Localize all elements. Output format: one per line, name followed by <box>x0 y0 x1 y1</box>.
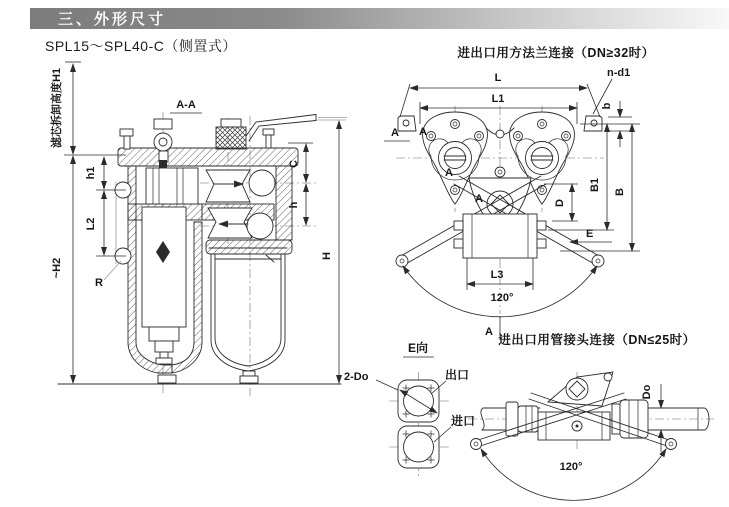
channel-upper <box>206 170 250 202</box>
port-circle <box>249 170 275 196</box>
angle-label: 120° <box>559 461 583 473</box>
drain-nut <box>156 358 172 364</box>
bolt-hole <box>538 186 547 195</box>
bolt-hole <box>538 120 547 129</box>
outlet-label: 出口 <box>445 368 470 382</box>
angle-arc <box>481 449 666 500</box>
bolt-hole <box>514 132 523 141</box>
leader-line <box>376 380 398 390</box>
extension-line <box>587 84 600 117</box>
dim-H: H <box>321 252 333 260</box>
port-bore <box>404 432 434 462</box>
dim-h1-axis: 滤芯拆卸高度H1 <box>51 67 63 149</box>
center-screw <box>445 148 466 169</box>
bolt-hole <box>495 167 505 177</box>
section-a-label: A <box>445 167 453 179</box>
valve-cap <box>221 119 241 127</box>
section-a-label: A <box>475 193 483 205</box>
handle <box>249 121 316 142</box>
flange-connection-view <box>384 45 655 340</box>
e-view-label: E向 <box>407 341 429 355</box>
bolt-head <box>120 129 133 136</box>
element-base <box>149 327 179 341</box>
dim-L: L <box>494 72 502 84</box>
valve-seat <box>159 160 167 168</box>
dim-Do: Do <box>641 384 653 400</box>
drain-nut <box>158 375 176 383</box>
section-label: A-A <box>176 99 196 111</box>
bolt-head <box>263 129 274 135</box>
dim-c: C <box>288 160 300 168</box>
dim-B1: B1 <box>589 177 601 193</box>
dim-r: R <box>95 277 103 289</box>
pivot-dot <box>576 425 579 428</box>
bolt-stem <box>124 136 130 149</box>
side-bolt <box>537 239 546 248</box>
liquid-level-tick <box>266 255 274 262</box>
valve-block <box>216 127 246 149</box>
lug-hole <box>403 120 409 126</box>
bottom-flange <box>206 240 292 254</box>
drain-nut <box>240 376 258 383</box>
model-subtitle: SPL15～SPL40-C（侧置式） <box>45 38 237 54</box>
side-bolt <box>454 221 463 230</box>
ring-screw-hole <box>159 138 167 146</box>
bowl-inner <box>215 254 281 366</box>
inlet-label: 进口 <box>451 414 476 428</box>
e-direction-view <box>344 340 475 476</box>
bolt-hole <box>427 132 436 141</box>
handle-tip <box>471 439 482 450</box>
dim-h2: ~H2 <box>51 257 63 279</box>
handle <box>246 115 316 137</box>
handle-tip <box>666 439 677 450</box>
section-a-label: A <box>485 326 493 338</box>
side-section-view <box>49 62 347 396</box>
drain-stem <box>160 352 168 358</box>
pipe-view-title: 进出口用管接头连接（DN≤25时） <box>498 333 696 347</box>
side-bolt <box>454 239 463 248</box>
head-plate <box>118 148 298 166</box>
center-screw <box>532 148 553 169</box>
flange-view-title: 进出口用方法兰连接（DN≥32时） <box>457 46 655 60</box>
dim-B: B <box>614 188 626 196</box>
section-a-label: A <box>419 126 427 138</box>
dim-h1: h1 <box>85 166 97 180</box>
pipe-nut <box>620 400 648 438</box>
leader-line <box>104 261 121 280</box>
dim-b: b <box>601 102 613 110</box>
bowl-outer <box>211 254 285 371</box>
dim-E: E <box>586 228 594 240</box>
element-top <box>146 168 198 204</box>
bolt-hole <box>451 120 460 129</box>
dim-l2: L2 <box>85 217 97 231</box>
section-a-label: A <box>391 127 399 139</box>
bolt-hole <box>562 132 571 141</box>
dim-n-d1: n-d1 <box>607 67 631 79</box>
body-block <box>463 214 537 258</box>
handle-tip <box>396 255 408 267</box>
bracket-hole <box>604 373 612 381</box>
dim-D: D <box>554 199 566 207</box>
angle-label: 120° <box>490 292 514 304</box>
lug-hole <box>591 120 597 126</box>
dim-2-Do: 2-Do <box>344 371 369 383</box>
pipe-fitting-view <box>468 332 714 500</box>
channel-lower <box>208 208 252 238</box>
bolt-hole <box>496 130 504 138</box>
element-base <box>155 341 173 352</box>
ring-screw-cap <box>154 119 172 129</box>
bolt-hole <box>475 132 484 141</box>
extension-line <box>400 84 410 117</box>
side-bolt <box>537 221 546 230</box>
dim-L1: L1 <box>491 93 505 105</box>
section-title: 三、外形尺寸 <box>58 11 167 28</box>
drain-stem <box>243 371 255 376</box>
port-bore <box>404 386 434 416</box>
bolt-stem <box>266 135 271 148</box>
port-circle <box>247 213 273 239</box>
filter-element <box>142 207 186 327</box>
dim-h: h <box>288 201 300 209</box>
handle-tip <box>592 255 604 267</box>
dim-L3: L3 <box>490 269 504 281</box>
